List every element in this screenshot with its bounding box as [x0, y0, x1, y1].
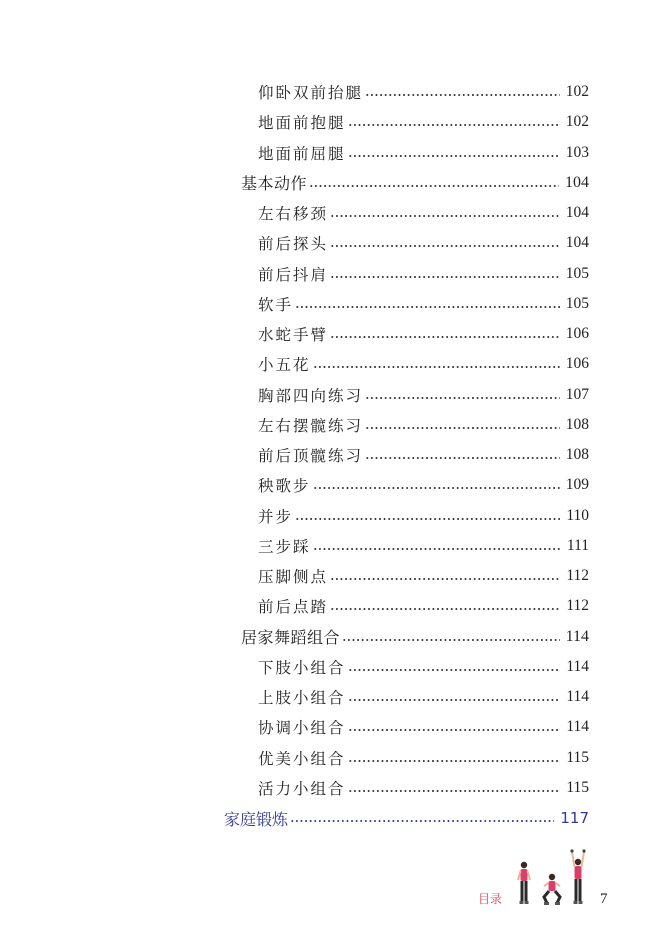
toc-entry-title: 上肢小组合 [258, 689, 346, 708]
toc-entry-title: 仰卧双前抬腿 [258, 84, 364, 103]
dot-leader [330, 608, 560, 610]
toc-item-entry[interactable] [0, 319, 589, 349]
toc-chapter-entry[interactable] [0, 803, 589, 833]
toc-entry-title: 协调小组合 [258, 719, 346, 738]
dot-leader [348, 729, 561, 731]
toc-item-entry[interactable] [0, 743, 589, 773]
footer-section-label: 目录 [478, 892, 503, 906]
toc-entry-page: 107 [565, 385, 589, 403]
toc-item-entry[interactable] [0, 228, 589, 258]
toc-item-entry[interactable] [0, 198, 589, 228]
dot-leader [365, 94, 560, 96]
toc-entry-page: 111 [566, 536, 589, 554]
toc-item-entry[interactable] [0, 107, 589, 137]
toc-entry-page: 114 [566, 688, 589, 706]
dot-leader [348, 760, 561, 762]
dot-leader [313, 487, 560, 489]
toc-entry-title: 左右移颈 [258, 205, 329, 224]
toc-entry-title: 软手 [258, 295, 294, 314]
toc-entry-page: 105 [565, 294, 589, 312]
dot-leader [309, 185, 559, 187]
toc-entry-page: 106 [565, 355, 589, 373]
dot-leader [313, 548, 561, 550]
toc-entry-title: 三步踩 [258, 537, 311, 556]
dot-leader [342, 639, 560, 641]
toc-entry-title: 前后抖肩 [258, 265, 329, 284]
toc-item-entry[interactable] [0, 138, 589, 168]
dot-leader [348, 155, 560, 157]
toc-item-entry[interactable] [0, 380, 589, 410]
toc-entry-title: 胸部四向练习 [258, 386, 364, 405]
toc-entry-page: 112 [566, 567, 589, 585]
toc-entry-page: 114 [566, 718, 589, 736]
toc-entry-page: 104 [565, 234, 589, 252]
toc-item-entry[interactable] [0, 682, 589, 712]
toc-entry-title: 基本动作 [241, 174, 308, 194]
toc-entry-title: 前后顶髋练习 [258, 447, 364, 466]
dot-leader [295, 306, 560, 308]
toc-entry-page: 108 [565, 415, 589, 433]
toc-entry-title: 水蛇手臂 [258, 326, 329, 345]
toc-entry-title: 压脚侧点 [258, 568, 329, 587]
toc-entry-page: 105 [565, 264, 589, 282]
toc-item-entry[interactable] [0, 349, 589, 379]
toc-item-entry[interactable] [0, 531, 589, 561]
toc-item-entry[interactable] [0, 501, 589, 531]
toc-entry-page: 103 [565, 143, 589, 161]
toc-entry-page: 102 [565, 83, 589, 101]
dot-leader [330, 578, 560, 580]
toc-entry-title: 活力小组合 [258, 779, 346, 798]
dot-leader [365, 457, 560, 459]
dot-leader [290, 820, 554, 822]
toc-item-entry[interactable] [0, 773, 589, 803]
toc-entry-title: 地面前抱腿 [258, 114, 346, 133]
toc-entry-title: 家庭锻炼 [224, 809, 289, 829]
dot-leader [365, 397, 560, 399]
dot-leader [330, 276, 560, 278]
toc-section-entry[interactable] [0, 622, 589, 652]
dot-leader [365, 427, 560, 429]
toc-item-entry[interactable] [0, 470, 589, 500]
page-number: 7 [600, 891, 608, 907]
dot-leader [348, 124, 560, 126]
toc-entry-page: 110 [566, 506, 589, 524]
figure-standing-icon [518, 862, 530, 904]
toc-entry-title: 前后点踏 [258, 598, 329, 617]
dot-leader [348, 669, 561, 671]
toc-entry-page: 108 [565, 446, 589, 464]
toc-entry-page: 104 [565, 173, 589, 191]
toc-entry-page: 114 [565, 627, 589, 645]
dot-leader [295, 518, 560, 520]
toc-item-entry[interactable] [0, 410, 589, 440]
toc-item-entry[interactable] [0, 591, 589, 621]
dot-leader [348, 790, 561, 792]
toc-entry-page: 112 [566, 597, 589, 615]
toc-entry-page: 115 [566, 778, 589, 796]
toc-entry-title: 优美小组合 [258, 749, 346, 768]
dot-leader [330, 336, 560, 338]
toc-entry-page: 115 [566, 748, 589, 766]
toc-entry-title: 前后探头 [258, 235, 329, 254]
toc-item-entry[interactable] [0, 259, 589, 289]
dot-leader [348, 699, 561, 701]
figure-squatting-icon [544, 874, 560, 905]
exercising-figures-illustration [512, 846, 592, 910]
toc-entry-title: 并步 [258, 507, 294, 526]
toc-entry-page: 104 [565, 204, 589, 222]
toc-entry-title: 秧歌步 [258, 477, 311, 496]
toc-item-entry[interactable] [0, 712, 589, 742]
figure-arms-up-icon [570, 849, 585, 904]
toc-item-entry[interactable] [0, 561, 589, 591]
toc-section-entry[interactable] [0, 168, 589, 198]
dot-leader [330, 215, 560, 217]
toc-entry-page: 117 [560, 809, 589, 828]
toc-item-entry[interactable] [0, 652, 589, 682]
toc-entry-page: 114 [566, 657, 589, 675]
toc-entry-title: 居家舞蹈组合 [241, 628, 341, 648]
dot-leader [330, 245, 560, 247]
toc-entry-page: 106 [565, 325, 589, 343]
toc-entry-title: 小五花 [258, 356, 311, 375]
toc-item-entry[interactable] [0, 289, 589, 319]
toc-entry-page: 102 [565, 113, 589, 131]
table-of-contents [0, 77, 670, 833]
toc-entry-title: 左右摆髋练习 [258, 416, 364, 435]
toc-entry-title: 下肢小组合 [258, 658, 346, 677]
toc-item-entry[interactable] [0, 440, 589, 470]
toc-item-entry[interactable] [0, 77, 589, 107]
toc-entry-title: 地面前屈腿 [258, 144, 346, 163]
toc-entry-page: 109 [565, 476, 589, 494]
dot-leader [313, 366, 560, 368]
